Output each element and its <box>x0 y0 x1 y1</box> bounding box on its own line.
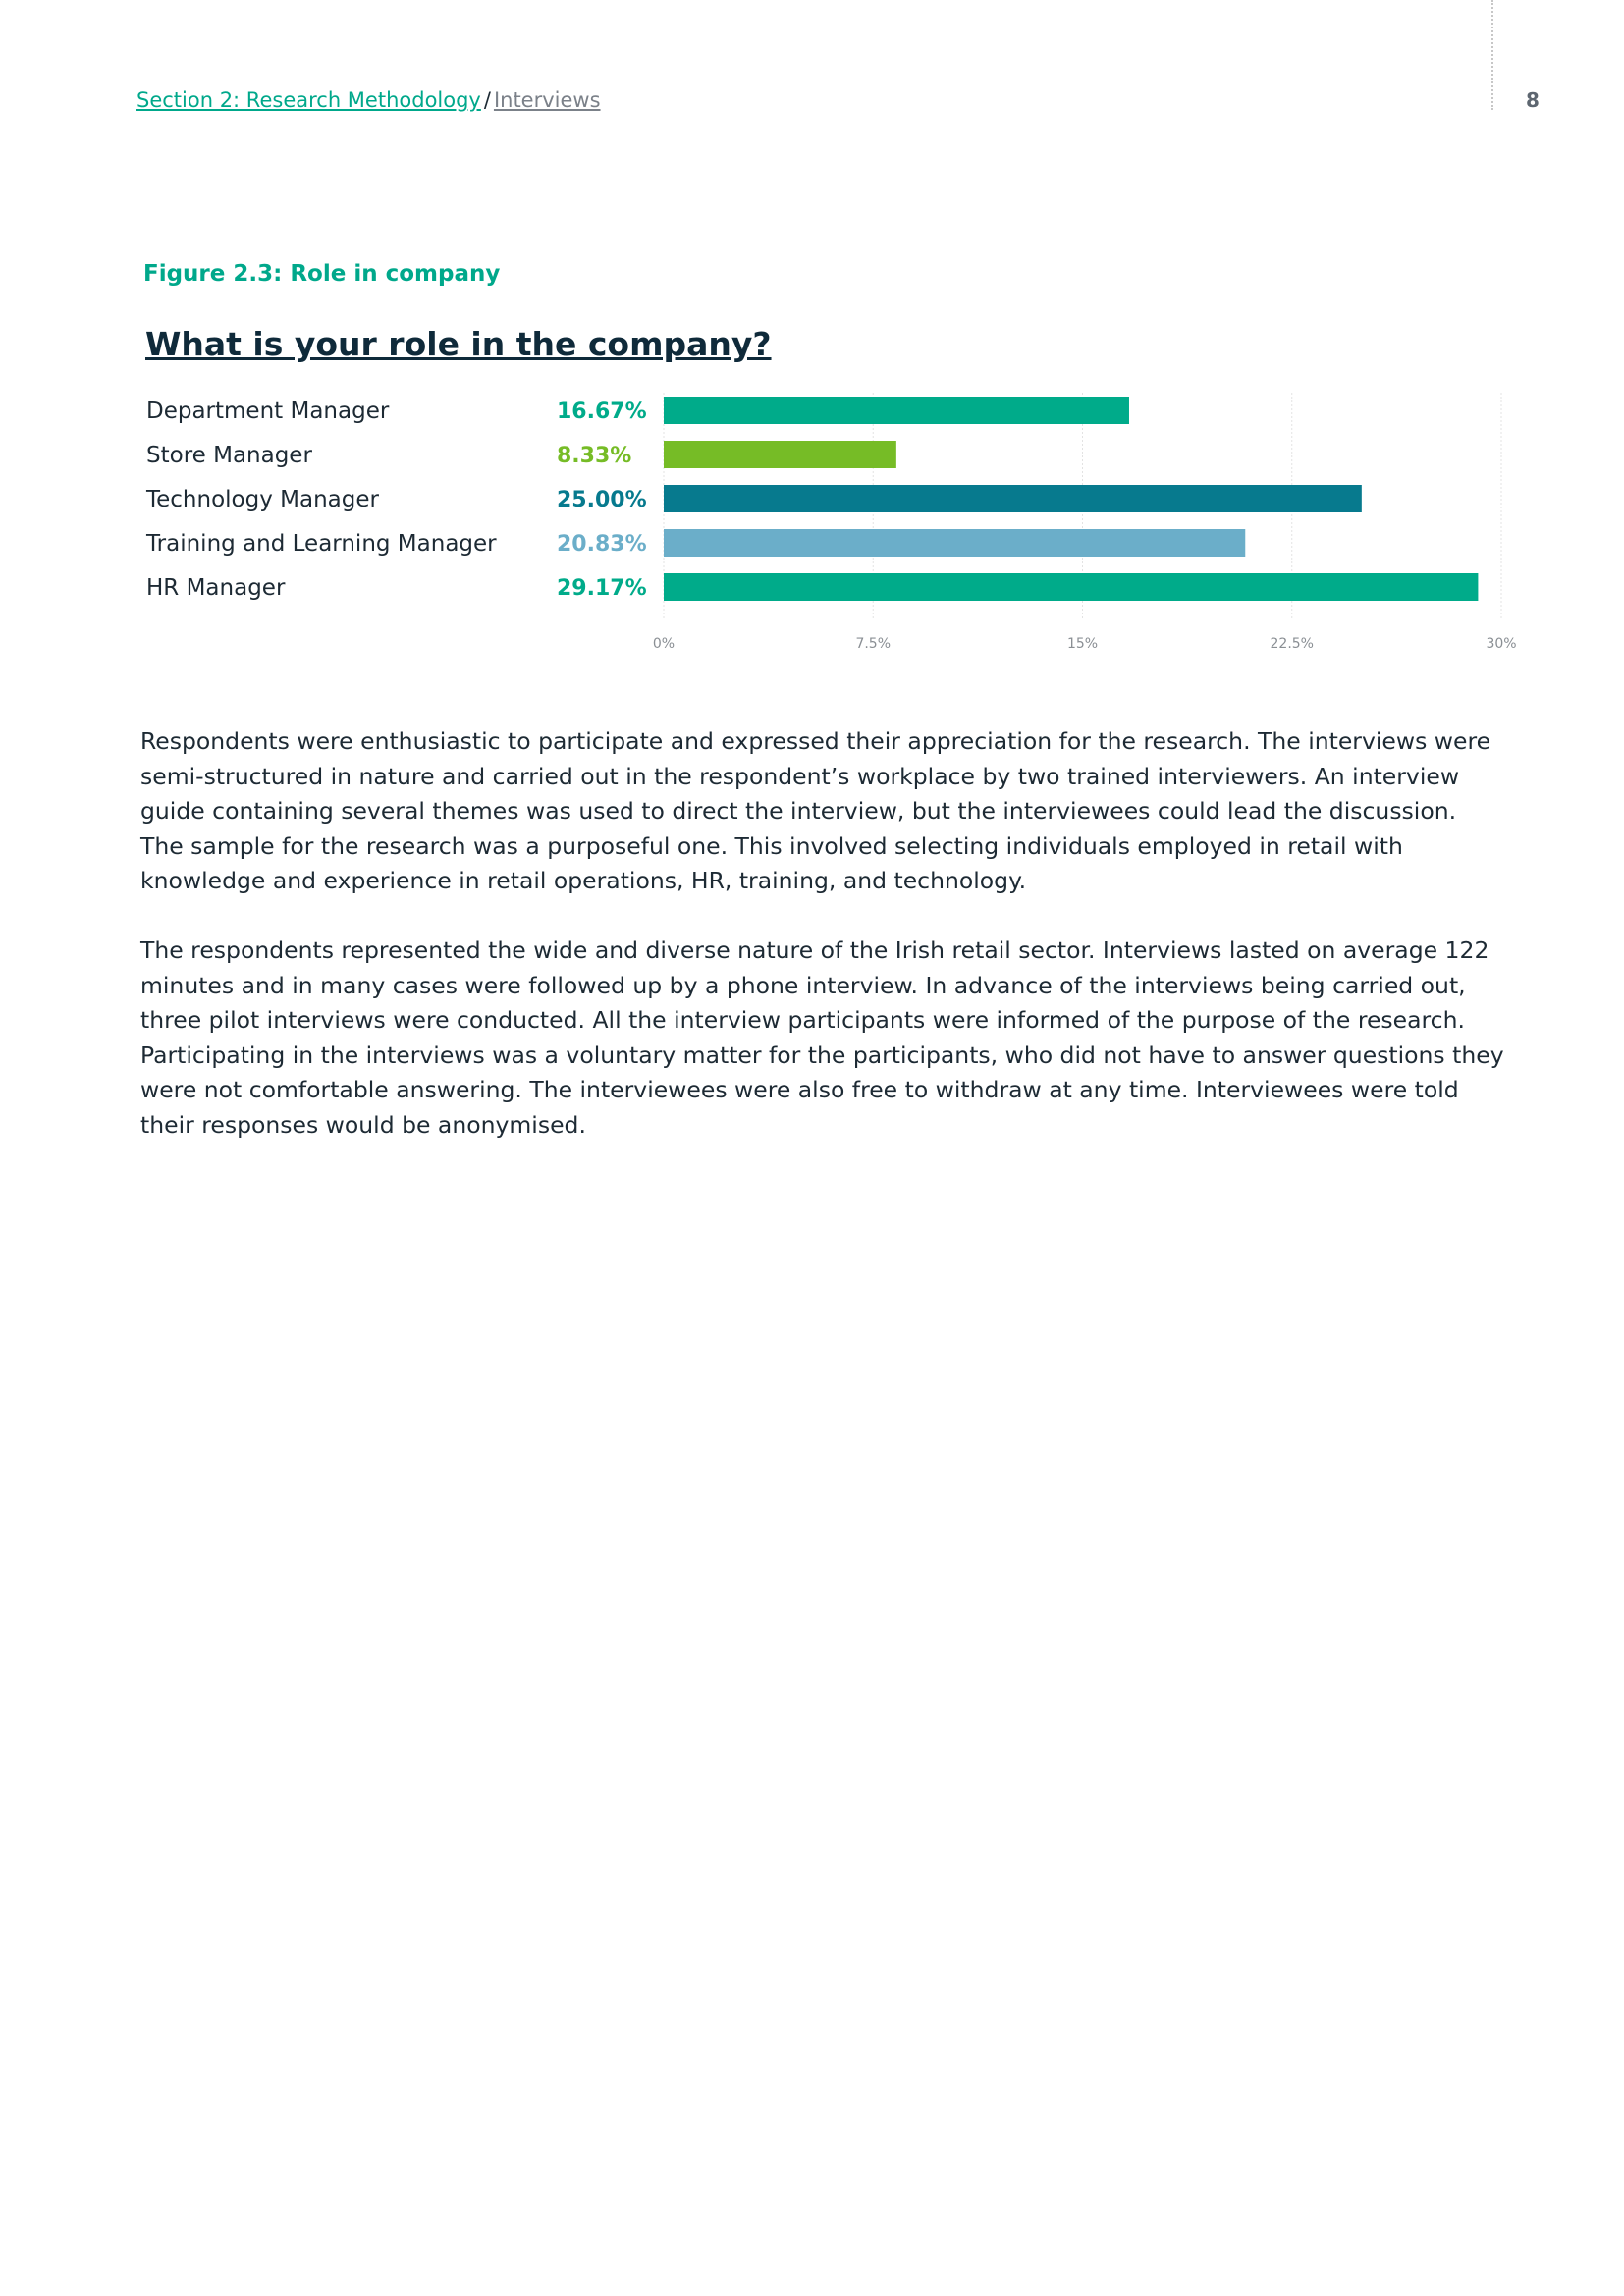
x-tick-label: 15% <box>1066 636 1099 652</box>
category-label: Training and Learning Manager <box>146 531 497 557</box>
page-number: 8 <box>1526 88 1540 112</box>
body-paragraph-2: The respondents represented the wide and diverse nature of the Irish retail sector. Interviews lasted on average 122 minutes and in many cases were followed up by a phone interview. In advance of the interviews being carried out, three pilot interviews were conducted. All the interview participants were informed of the purpose of the research. Participating in the interviews was a voluntary matter for the participants, who did not have to answer questions they were not comfortable answering. The interviewees were also free to withdraw at any time. Interviewees were told their responses would be anonymised. <box>140 936 1504 1139</box>
breadcrumb-page-link[interactable]: Interviews <box>493 88 601 112</box>
bar <box>664 529 1245 557</box>
x-tick-label: 22.5% <box>1270 636 1314 652</box>
value-label: 16.67% <box>557 400 647 424</box>
bar <box>664 485 1362 512</box>
value-label: 25.00% <box>557 488 647 512</box>
value-label: 29.17% <box>557 576 647 601</box>
breadcrumb-section-link[interactable]: Section 2: Research Methodology <box>136 88 481 112</box>
breadcrumb-separator: / <box>483 88 491 112</box>
bar <box>664 397 1129 424</box>
value-label: 20.83% <box>557 532 647 557</box>
x-tick-label: 7.5% <box>855 636 892 652</box>
bar <box>664 573 1478 601</box>
category-label: Department Manager <box>146 399 390 424</box>
figure-caption: Figure 2.3: Role in company <box>143 261 501 287</box>
category-label: Store Manager <box>146 443 312 468</box>
value-label: 8.33% <box>557 444 632 468</box>
chart-title: What is your role in the company? <box>145 325 772 363</box>
x-tick-label: 0% <box>652 636 676 652</box>
category-label: HR Manager <box>146 575 286 601</box>
category-label: Technology Manager <box>146 487 379 512</box>
x-tick-label: 30% <box>1486 636 1517 652</box>
role-bar-chart <box>0 0 1624 687</box>
body-paragraph-1: Respondents were enthusiastic to participate and expressed their appreciation for the research. The interviews were semi-structured in nature and carried out in the respondent’s workplace by two trained interviewers. An interview guide containing several themes was used to direct the interview, but the interviewees could lead the discussion. The sample for the research was a purposeful one. This involved selecting individuals employed in retail with knowledge and experience in retail operations, HR, training, and technology. <box>140 727 1491 894</box>
bar <box>664 441 896 468</box>
